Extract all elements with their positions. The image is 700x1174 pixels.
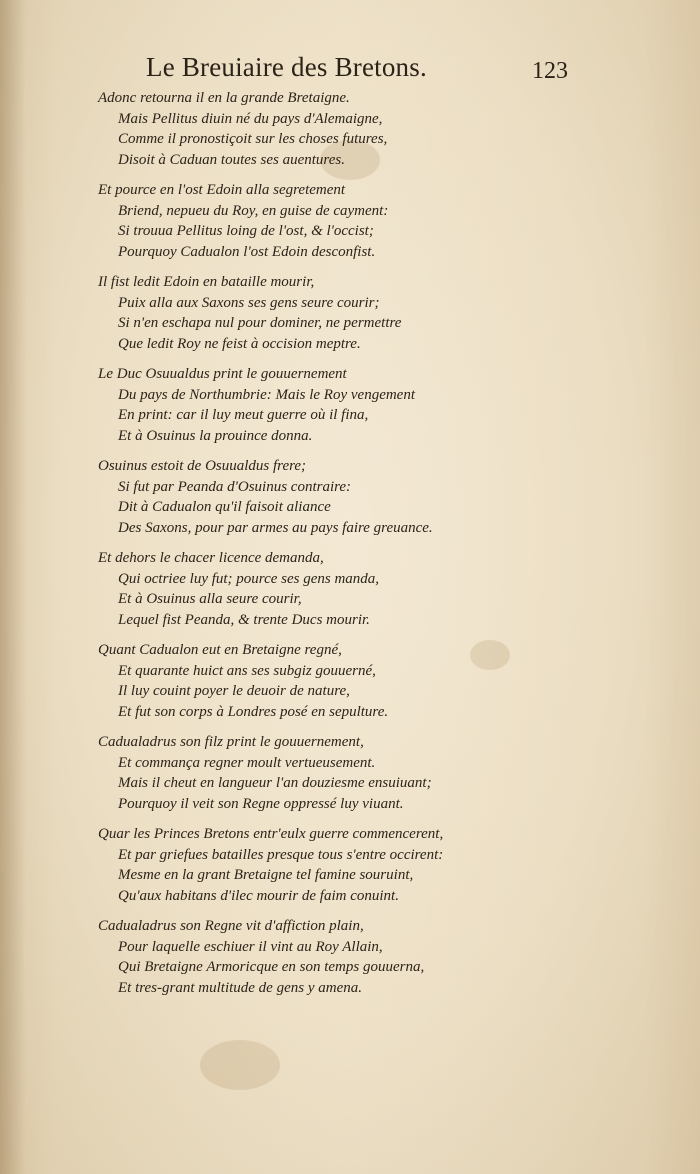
verse-line: Dit à Cadualon qu'il faisoit aliance [118,499,331,515]
verse-line: Lequel fist Peanda, & trente Ducs mourir. [118,611,370,628]
verse-line: Et tres-grant multitude de gens y amena. [118,979,362,996]
poem-text [98,88,688,998]
verse-line: Pourquoy il veit son Regne oppressé luy viuant. [118,795,404,812]
stanza [98,456,688,538]
verse-line: Et pource en l'ost Edoin alla segretement [98,182,346,198]
verse-line: Disoit à Caduan toutes ses auentures. [118,151,345,168]
verse-line: Du pays de Northumbrie: Mais le Roy vengement [118,386,416,403]
verse-line: En print: car il luy meut guerre où il fina, [118,407,369,423]
stanza [98,364,688,446]
verse-line: Des Saxons, pour par armes au pays faire greuance. [118,519,433,536]
verse-line: Le Duc Osuualdus print le gouuernement [98,366,347,382]
stanza [98,548,688,630]
running-title: Le Breuiaire des Bretons. [146,52,427,82]
verse-line: Si n'en eschapa nul pour dominer, ne permettre [118,315,402,331]
verse-line: Et à Osuinus alla seure courir, [118,591,302,607]
verse-line: Cadualadrus son Regne vit d'affiction plain, [98,918,364,934]
stanza [98,180,688,262]
verse-line: Qu'aux habitans d'ilec mourir de faim conuint. [118,887,399,904]
verse-line: Osuinus estoit de Osuualdus frere; [98,458,307,474]
stanza [98,272,688,354]
verse-line: Qui octriee luy fut; pource ses gens manda, [118,570,380,587]
stanza [98,732,688,814]
verse-line: Il fist ledit Edoin en bataille mourir, [98,274,315,290]
verse-line: Qui Bretaigne Armoricque en son temps gouuerna, [118,959,425,975]
verse-line: Que ledit Roy ne feist à occision meptre. [118,335,361,352]
verse-line: Si trouua Pellitus loing de l'ost, & l'occist; [118,223,374,239]
verse-line: Et quarante huict ans ses subgiz gouuerné, [118,662,376,679]
paper-stain [200,1040,280,1090]
verse-line: Il luy couint poyer le deuoir de nature, [118,683,350,699]
verse-line: Pour laquelle eschiuer il vint au Roy Allain, [118,938,383,955]
verse-line: Pourquoy Cadualon l'ost Edoin desconfist. [118,243,376,260]
verse-line: Quar les Princes Bretons entr'eulx guerre commencerent, [98,826,444,842]
verse-line: Et commança regner moult vertueusement. [118,754,376,771]
verse-line: Puix alla aux Saxons ses gens seure courir; [118,294,380,311]
verse-line: Si fut par Peanda d'Osuinus contraire: [118,478,352,495]
stanza [98,824,688,906]
verse-line: Quant Cadualon eut en Bretaigne regné, [98,642,342,658]
verse-line: Et à Osuinus la prouince donna. [118,427,313,444]
verse-line: Mesme en la grant Bretaigne tel famine souruint, [118,867,414,883]
page-number: 123 [532,58,568,84]
stanza [98,88,688,170]
verse-line: Adonc retourna il en la grande Bretaigne. [98,90,350,106]
verse-line: Comme il pronostiçoit sur les choses futures, [118,131,388,147]
stanza [98,640,688,722]
verse-line: Briend, nepueu du Roy, en guise de cayment: [118,202,389,219]
verse-line: Et par griefues batailles presque tous s'entre occirent: [118,846,444,863]
verse-line: Et dehors le chacer licence demanda, [98,550,324,566]
verse-line: Et fut son corps à Londres posé en sepulture. [118,703,389,720]
verse-line: Mais Pellitus diuin né du pays d'Alemaigne, [118,110,383,127]
verse-line: Mais il cheut en langueur l'an douziesme ensuiuant; [118,775,432,791]
stanza [98,916,688,998]
verse-line: Cadualadrus son filz print le gouuernement, [98,734,364,750]
spine-shadow [0,0,26,1174]
